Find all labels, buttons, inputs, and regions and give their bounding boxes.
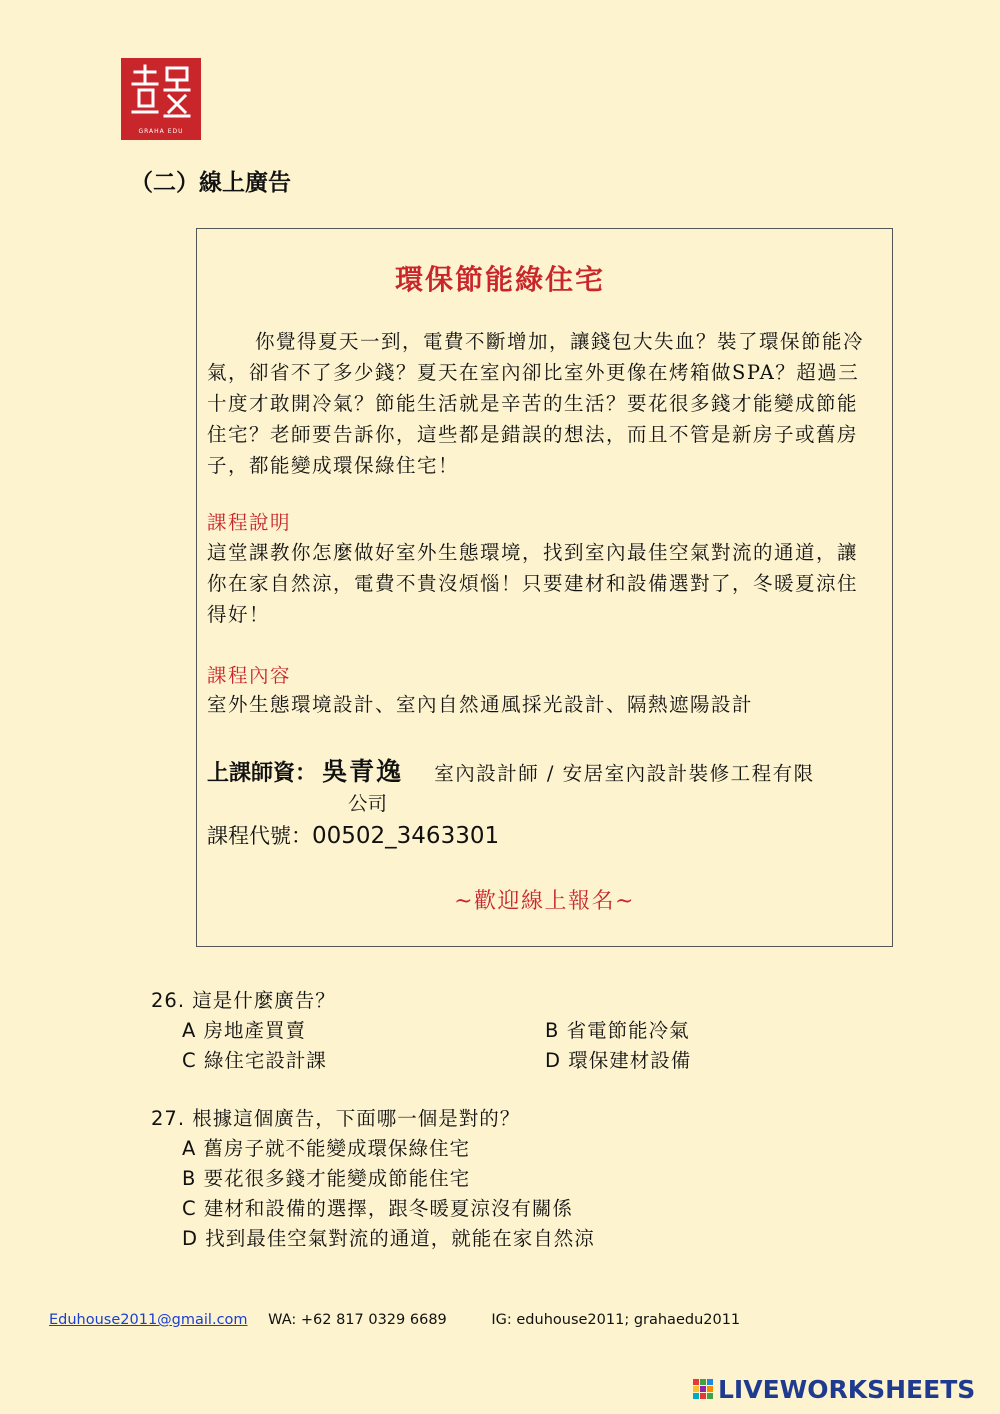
- option-label: C: [182, 1197, 197, 1220]
- option-27-d[interactable]: [182, 1223, 595, 1251]
- option-label: B: [182, 1167, 197, 1190]
- ad-title: 環保節能綠住宅: [394, 263, 605, 296]
- course-content-heading: 課程內容: [207, 664, 292, 687]
- course-code-value: 00502_3463301: [312, 823, 500, 849]
- option-26-c[interactable]: [182, 1045, 327, 1073]
- option-label: D: [545, 1049, 562, 1072]
- teacher-label: 上課師資：: [207, 760, 318, 786]
- liveworksheets-brand: [692, 1376, 975, 1402]
- option-26-b[interactable]: [545, 1015, 690, 1043]
- question-number: 26.: [151, 989, 186, 1012]
- ad-intro: 你覺得夏天一到，電費不斷增加，讓錢包大失血？裝了環保節能冷氣，卻省不了多少錢？夏天在室內卻比室外更像在烤箱做SPA？超過三十度才敢開冷氣？節能生活就是辛苦的生活？要花很多錢才能變成節能住宅？老師要告訴你，這些都是錯誤的想法，而且不管是新房子或舊房子，都能變成環保綠住宅！: [207, 330, 865, 477]
- question-26: [151, 985, 336, 1013]
- option-text: 找到最佳空氣對流的通道，就能在家自然涼: [205, 1227, 595, 1250]
- option-text: 舊房子就不能變成環保綠住宅: [203, 1137, 471, 1160]
- question-text: 根據這個廣告，下面哪一個是對的？: [192, 1107, 521, 1130]
- option-text: 綠住宅設計課: [203, 1049, 327, 1072]
- teacher-info: [207, 752, 887, 788]
- liveworksheets-text: LIVEWORKSHEETS: [718, 1374, 976, 1404]
- footer-contact: [49, 1312, 740, 1328]
- question-number: 27.: [151, 1107, 186, 1130]
- section-title: （二）線上廣告: [130, 169, 291, 196]
- option-26-a[interactable]: [182, 1015, 306, 1043]
- question-27: [151, 1103, 520, 1131]
- option-26-d[interactable]: [545, 1045, 691, 1073]
- option-text: 要花很多錢才能變成節能住宅: [203, 1167, 471, 1190]
- seal-icon: [121, 58, 201, 128]
- logo-text: GRAHA EDU: [138, 128, 184, 135]
- option-text: 建材和設備的選擇，跟冬暖夏涼沒有關係: [203, 1197, 573, 1220]
- question-text: 這是什麼廣告？: [192, 989, 336, 1012]
- course-content: 室外生態環境設計、室內自然通風採光設計、隔熱遮陽設計: [207, 693, 754, 716]
- option-text: 房地產買賣: [203, 1019, 307, 1042]
- option-27-c[interactable]: [182, 1193, 573, 1221]
- option-text: 省電節能冷氣: [566, 1019, 690, 1042]
- option-label: D: [182, 1227, 199, 1250]
- course-description: 這堂課教你怎麼做好室外生態環境，找到室內最佳空氣對流的通道，讓你在家自然涼，電費不貴沒煩惱！只要建材和設備選對了，冬暖夏涼住得好！: [207, 541, 859, 626]
- teacher-title-continued: 公司: [348, 792, 388, 815]
- option-27-b[interactable]: [182, 1163, 470, 1191]
- course-description-heading: 課程說明: [207, 511, 292, 534]
- course-code: [207, 820, 499, 850]
- teacher-title: 室內設計師 / 安居室內設計裝修工程有限: [434, 762, 815, 785]
- teacher-name: 吳青逸: [322, 757, 404, 786]
- option-27-a[interactable]: [182, 1133, 470, 1161]
- logo: [121, 58, 201, 140]
- option-label: C: [182, 1049, 197, 1072]
- option-text: 環保建材設備: [568, 1049, 692, 1072]
- option-label: A: [182, 1137, 197, 1160]
- instagram-text: IG: eduhouse2011; grahaedu2011: [491, 1312, 741, 1328]
- email-link[interactable]: Eduhouse2011@gmail.com: [49, 1312, 248, 1328]
- whatsapp-text: WA: +62 817 0329 6689: [268, 1312, 447, 1328]
- option-label: B: [545, 1019, 560, 1042]
- course-code-label: 課程代號：: [207, 824, 312, 848]
- option-label: A: [182, 1019, 197, 1042]
- liveworksheets-icon: [692, 1378, 714, 1400]
- welcome-text: ~歡迎線上報名~: [454, 889, 635, 914]
